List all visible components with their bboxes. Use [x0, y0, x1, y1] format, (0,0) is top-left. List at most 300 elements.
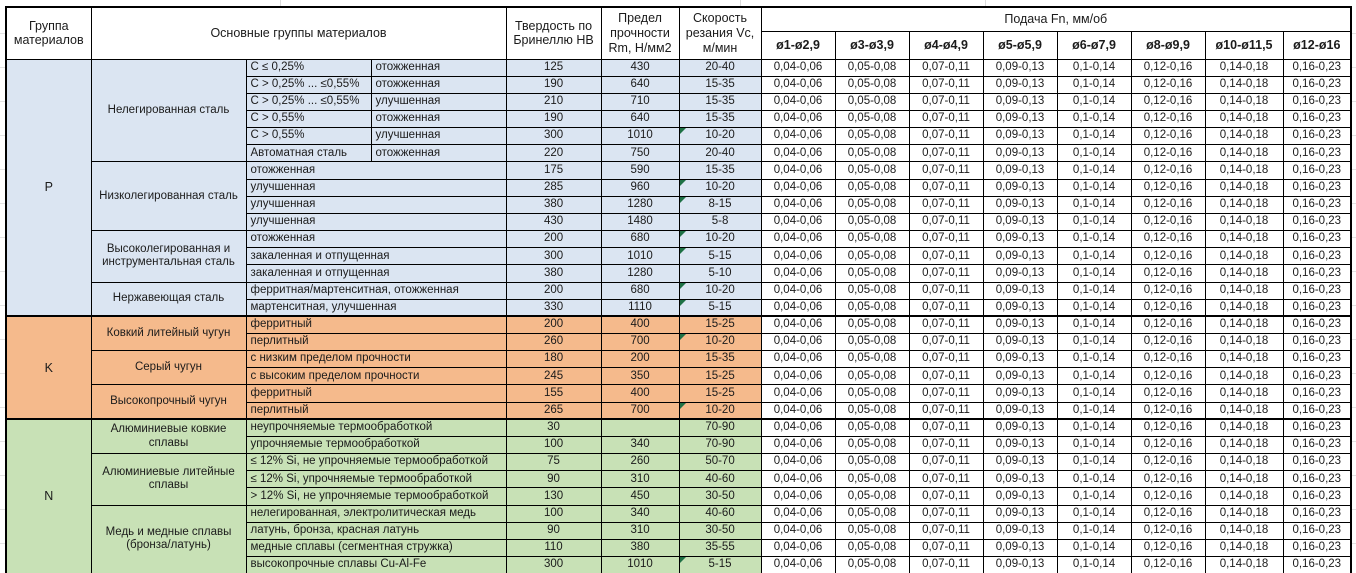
feed-value-cell[interactable]: 0,1-0,14: [1057, 334, 1131, 351]
feed-value-cell[interactable]: 0,1-0,14: [1057, 522, 1131, 539]
feed-value-cell[interactable]: 0,12-0,16: [1131, 179, 1205, 196]
feed-value-cell[interactable]: 0,14-0,18: [1205, 76, 1283, 93]
material-spec-cell[interactable]: высокопрочные сплавы Cu-Al-Fe: [246, 557, 506, 573]
feed-value-cell[interactable]: 0,16-0,23: [1283, 128, 1351, 145]
feed-value-cell[interactable]: 0,14-0,18: [1205, 213, 1283, 230]
feed-value-cell[interactable]: 0,14-0,18: [1205, 402, 1283, 419]
feed-value-cell[interactable]: 0,09-0,13: [983, 316, 1057, 333]
feed-value-cell[interactable]: 0,07-0,11: [909, 145, 983, 162]
feed-value-cell[interactable]: 0,04-0,06: [761, 402, 835, 419]
feed-value-cell[interactable]: 0,05-0,08: [835, 505, 909, 522]
feed-value-cell[interactable]: 0,1-0,14: [1057, 316, 1131, 333]
feed-value-cell[interactable]: 0,07-0,11: [909, 505, 983, 522]
feed-value-cell[interactable]: 0,05-0,08: [835, 488, 909, 505]
feed-value-cell[interactable]: 0,07-0,11: [909, 368, 983, 385]
feed-value-cell[interactable]: 0,05-0,08: [835, 265, 909, 282]
cutting-speed-vc-cell[interactable]: 5-15: [679, 299, 761, 316]
material-spec-cell[interactable]: медные сплавы (сегментная стружка): [246, 539, 506, 556]
feed-value-cell[interactable]: 0,09-0,13: [983, 128, 1057, 145]
feed-value-cell[interactable]: 0,09-0,13: [983, 76, 1057, 93]
hardness-hb-cell[interactable]: 30: [506, 419, 601, 436]
cutting-speed-vc-cell[interactable]: 40-60: [679, 505, 761, 522]
material-spec-cell[interactable]: нелегированная, электролитическая медь: [246, 505, 506, 522]
feed-value-cell[interactable]: 0,16-0,23: [1283, 196, 1351, 213]
hardness-hb-cell[interactable]: 220: [506, 145, 601, 162]
material-spec-cell[interactable]: ферритный: [246, 385, 506, 402]
material-spec-cell[interactable]: перлитный: [246, 402, 506, 419]
feed-value-cell[interactable]: 0,07-0,11: [909, 196, 983, 213]
feed-value-cell[interactable]: 0,12-0,16: [1131, 128, 1205, 145]
hardness-hb-cell[interactable]: 200: [506, 231, 601, 248]
feed-value-cell[interactable]: 0,1-0,14: [1057, 145, 1131, 162]
cutting-speed-vc-cell[interactable]: 20-40: [679, 59, 761, 76]
feed-value-cell[interactable]: 0,04-0,06: [761, 76, 835, 93]
strength-rm-cell[interactable]: 340: [601, 436, 679, 453]
feed-value-cell[interactable]: 0,16-0,23: [1283, 299, 1351, 316]
material-spec-cell[interactable]: ≤ 12% Si, упрочняемые термообработкой: [246, 471, 506, 488]
feed-value-cell[interactable]: 0,14-0,18: [1205, 231, 1283, 248]
strength-rm-cell[interactable]: 450: [601, 488, 679, 505]
feed-value-cell[interactable]: 0,12-0,16: [1131, 265, 1205, 282]
feed-value-cell[interactable]: 0,05-0,08: [835, 145, 909, 162]
group-code-cell[interactable]: P: [6, 59, 91, 316]
strength-rm-cell[interactable]: 750: [601, 145, 679, 162]
cutting-speed-vc-cell[interactable]: 50-70: [679, 454, 761, 471]
material-spec-cell[interactable]: упрочняемые термообработкой: [246, 436, 506, 453]
feed-value-cell[interactable]: 0,05-0,08: [835, 162, 909, 179]
feed-value-cell[interactable]: 0,1-0,14: [1057, 128, 1131, 145]
feed-value-cell[interactable]: 0,07-0,11: [909, 402, 983, 419]
feed-value-cell[interactable]: 0,1-0,14: [1057, 385, 1131, 402]
feed-value-cell[interactable]: 0,14-0,18: [1205, 179, 1283, 196]
hardness-hb-cell[interactable]: 180: [506, 351, 601, 368]
feed-value-cell[interactable]: 0,14-0,18: [1205, 368, 1283, 385]
cutting-speed-vc-cell[interactable]: 5-10: [679, 265, 761, 282]
feed-value-cell[interactable]: 0,14-0,18: [1205, 488, 1283, 505]
cutting-speed-vc-cell[interactable]: 20-40: [679, 145, 761, 162]
feed-value-cell[interactable]: 0,05-0,08: [835, 539, 909, 556]
material-spec-cell[interactable]: неупрочняемые термообработкой: [246, 419, 506, 436]
cutting-speed-vc-cell[interactable]: 10-20: [679, 128, 761, 145]
feed-value-cell[interactable]: 0,14-0,18: [1205, 248, 1283, 265]
feed-value-cell[interactable]: 0,05-0,08: [835, 299, 909, 316]
feed-value-cell[interactable]: 0,12-0,16: [1131, 110, 1205, 127]
feed-value-cell[interactable]: 0,14-0,18: [1205, 471, 1283, 488]
feed-value-cell[interactable]: 0,14-0,18: [1205, 128, 1283, 145]
feed-value-cell[interactable]: 0,04-0,06: [761, 368, 835, 385]
strength-rm-cell[interactable]: 1480: [601, 213, 679, 230]
feed-value-cell[interactable]: 0,1-0,14: [1057, 76, 1131, 93]
hardness-hb-cell[interactable]: 175: [506, 162, 601, 179]
feed-value-cell[interactable]: 0,04-0,06: [761, 231, 835, 248]
strength-rm-cell[interactable]: 710: [601, 93, 679, 110]
feed-value-cell[interactable]: 0,1-0,14: [1057, 419, 1131, 436]
feed-value-cell[interactable]: 0,16-0,23: [1283, 368, 1351, 385]
feed-value-cell[interactable]: 0,09-0,13: [983, 299, 1057, 316]
feed-value-cell[interactable]: 0,04-0,06: [761, 93, 835, 110]
material-state-cell[interactable]: отожженная: [371, 110, 506, 127]
feed-value-cell[interactable]: 0,14-0,18: [1205, 299, 1283, 316]
material-spec-cell[interactable]: улучшенная: [246, 196, 506, 213]
feed-value-cell[interactable]: 0,1-0,14: [1057, 351, 1131, 368]
feed-value-cell[interactable]: 0,07-0,11: [909, 128, 983, 145]
feed-value-cell[interactable]: 0,07-0,11: [909, 231, 983, 248]
material-spec-cell[interactable]: перлитный: [246, 334, 506, 351]
feed-value-cell[interactable]: 0,09-0,13: [983, 179, 1057, 196]
feed-value-cell[interactable]: 0,04-0,06: [761, 334, 835, 351]
cutting-speed-vc-cell[interactable]: 10-20: [679, 334, 761, 351]
feed-value-cell[interactable]: 0,16-0,23: [1283, 93, 1351, 110]
feed-value-cell[interactable]: 0,12-0,16: [1131, 539, 1205, 556]
cutting-speed-vc-cell[interactable]: 15-35: [679, 110, 761, 127]
feed-value-cell[interactable]: 0,07-0,11: [909, 179, 983, 196]
hardness-hb-cell[interactable]: 300: [506, 128, 601, 145]
strength-rm-cell[interactable]: [601, 419, 679, 436]
feed-value-cell[interactable]: 0,04-0,06: [761, 419, 835, 436]
cutting-speed-vc-cell[interactable]: 5-8: [679, 213, 761, 230]
material-spec-cell[interactable]: C > 0,55%: [246, 110, 371, 127]
feed-value-cell[interactable]: 0,14-0,18: [1205, 557, 1283, 573]
feed-value-cell[interactable]: 0,1-0,14: [1057, 248, 1131, 265]
hardness-hb-cell[interactable]: 90: [506, 522, 601, 539]
feed-value-cell[interactable]: 0,09-0,13: [983, 505, 1057, 522]
feed-value-cell[interactable]: 0,16-0,23: [1283, 505, 1351, 522]
feed-value-cell[interactable]: 0,07-0,11: [909, 488, 983, 505]
feed-value-cell[interactable]: 0,09-0,13: [983, 334, 1057, 351]
feed-value-cell[interactable]: 0,14-0,18: [1205, 145, 1283, 162]
feed-value-cell[interactable]: 0,07-0,11: [909, 419, 983, 436]
material-spec-cell[interactable]: улучшенная: [246, 179, 506, 196]
cutting-speed-vc-cell[interactable]: 30-50: [679, 522, 761, 539]
feed-value-cell[interactable]: 0,16-0,23: [1283, 385, 1351, 402]
feed-value-cell[interactable]: 0,07-0,11: [909, 76, 983, 93]
feed-value-cell[interactable]: 0,09-0,13: [983, 488, 1057, 505]
feed-value-cell[interactable]: 0,07-0,11: [909, 265, 983, 282]
feed-value-cell[interactable]: 0,16-0,23: [1283, 436, 1351, 453]
feed-value-cell[interactable]: 0,05-0,08: [835, 213, 909, 230]
material-state-cell[interactable]: отожженная: [371, 59, 506, 76]
group-code-cell[interactable]: K: [6, 316, 91, 419]
feed-value-cell[interactable]: 0,1-0,14: [1057, 282, 1131, 299]
feed-value-cell[interactable]: 0,1-0,14: [1057, 196, 1131, 213]
feed-value-cell[interactable]: 0,16-0,23: [1283, 179, 1351, 196]
feed-value-cell[interactable]: 0,1-0,14: [1057, 93, 1131, 110]
feed-value-cell[interactable]: 0,14-0,18: [1205, 282, 1283, 299]
feed-value-cell[interactable]: 0,14-0,18: [1205, 59, 1283, 76]
feed-value-cell[interactable]: 0,05-0,08: [835, 179, 909, 196]
feed-value-cell[interactable]: 0,09-0,13: [983, 557, 1057, 573]
feed-value-cell[interactable]: 0,04-0,06: [761, 471, 835, 488]
feed-value-cell[interactable]: 0,09-0,13: [983, 471, 1057, 488]
group-code-cell[interactable]: N: [6, 419, 91, 573]
feed-value-cell[interactable]: 0,12-0,16: [1131, 522, 1205, 539]
feed-value-cell[interactable]: 0,12-0,16: [1131, 488, 1205, 505]
strength-rm-cell[interactable]: 590: [601, 162, 679, 179]
cutting-speed-vc-cell[interactable]: 8-15: [679, 196, 761, 213]
strength-rm-cell[interactable]: 400: [601, 385, 679, 402]
feed-value-cell[interactable]: 0,16-0,23: [1283, 471, 1351, 488]
feed-value-cell[interactable]: 0,1-0,14: [1057, 299, 1131, 316]
feed-value-cell[interactable]: 0,05-0,08: [835, 522, 909, 539]
feed-value-cell[interactable]: 0,09-0,13: [983, 59, 1057, 76]
material-family-cell[interactable]: Серый чугун: [91, 351, 246, 385]
header-diameter-col[interactable]: ø12-ø16: [1283, 31, 1351, 59]
hardness-hb-cell[interactable]: 210: [506, 93, 601, 110]
feed-value-cell[interactable]: 0,09-0,13: [983, 110, 1057, 127]
feed-value-cell[interactable]: 0,07-0,11: [909, 282, 983, 299]
feed-value-cell[interactable]: 0,07-0,11: [909, 213, 983, 230]
feed-value-cell[interactable]: 0,05-0,08: [835, 385, 909, 402]
feed-value-cell[interactable]: 0,04-0,06: [761, 522, 835, 539]
header-feed-fn[interactable]: Подача Fn, мм/об: [761, 7, 1351, 31]
feed-value-cell[interactable]: 0,12-0,16: [1131, 145, 1205, 162]
feed-value-cell[interactable]: 0,14-0,18: [1205, 196, 1283, 213]
material-spec-cell[interactable]: с низким пределом прочности: [246, 351, 506, 368]
material-spec-cell[interactable]: мартенситная, улучшенная: [246, 299, 506, 316]
cutting-speed-vc-cell[interactable]: 70-90: [679, 419, 761, 436]
feed-value-cell[interactable]: 0,05-0,08: [835, 248, 909, 265]
material-state-cell[interactable]: отожженная: [371, 145, 506, 162]
strength-rm-cell[interactable]: 340: [601, 505, 679, 522]
header-hardness-hb[interactable]: Твердость по Бринеллю HB: [506, 7, 601, 59]
feed-value-cell[interactable]: 0,12-0,16: [1131, 454, 1205, 471]
feed-value-cell[interactable]: 0,07-0,11: [909, 454, 983, 471]
hardness-hb-cell[interactable]: 125: [506, 59, 601, 76]
cutting-speed-vc-cell[interactable]: 10-20: [679, 231, 761, 248]
feed-value-cell[interactable]: 0,14-0,18: [1205, 316, 1283, 333]
feed-value-cell[interactable]: 0,05-0,08: [835, 196, 909, 213]
feed-value-cell[interactable]: 0,16-0,23: [1283, 248, 1351, 265]
header-diameter-col[interactable]: ø4-ø4,9: [909, 31, 983, 59]
feed-value-cell[interactable]: 0,09-0,13: [983, 248, 1057, 265]
strength-rm-cell[interactable]: 310: [601, 471, 679, 488]
feed-value-cell[interactable]: 0,14-0,18: [1205, 351, 1283, 368]
feed-value-cell[interactable]: 0,04-0,06: [761, 162, 835, 179]
hardness-hb-cell[interactable]: 190: [506, 76, 601, 93]
feed-value-cell[interactable]: 0,12-0,16: [1131, 316, 1205, 333]
hardness-hb-cell[interactable]: 245: [506, 368, 601, 385]
feed-value-cell[interactable]: 0,14-0,18: [1205, 419, 1283, 436]
feed-value-cell[interactable]: 0,07-0,11: [909, 471, 983, 488]
strength-rm-cell[interactable]: 260: [601, 454, 679, 471]
material-spec-cell[interactable]: латунь, бронза, красная латунь: [246, 522, 506, 539]
feed-value-cell[interactable]: 0,07-0,11: [909, 557, 983, 573]
material-spec-cell[interactable]: ≤ 12% Si, не упрочняемые термообработкой: [246, 454, 506, 471]
feed-value-cell[interactable]: 0,05-0,08: [835, 316, 909, 333]
hardness-hb-cell[interactable]: 200: [506, 316, 601, 333]
feed-value-cell[interactable]: 0,05-0,08: [835, 402, 909, 419]
material-state-cell[interactable]: улучшенная: [371, 128, 506, 145]
feed-value-cell[interactable]: 0,07-0,11: [909, 162, 983, 179]
material-spec-cell[interactable]: C > 0,25% ... ≤0,55%: [246, 76, 371, 93]
feed-value-cell[interactable]: 0,16-0,23: [1283, 419, 1351, 436]
feed-value-cell[interactable]: 0,14-0,18: [1205, 454, 1283, 471]
material-spec-cell[interactable]: C > 0,25% ... ≤0,55%: [246, 93, 371, 110]
feed-value-cell[interactable]: 0,05-0,08: [835, 59, 909, 76]
feed-value-cell[interactable]: 0,07-0,11: [909, 385, 983, 402]
strength-rm-cell[interactable]: 1010: [601, 128, 679, 145]
feed-value-cell[interactable]: 0,04-0,06: [761, 351, 835, 368]
strength-rm-cell[interactable]: 1010: [601, 248, 679, 265]
material-state-cell[interactable]: улучшенная: [371, 93, 506, 110]
cutting-speed-vc-cell[interactable]: 15-25: [679, 385, 761, 402]
feed-value-cell[interactable]: 0,07-0,11: [909, 93, 983, 110]
strength-rm-cell[interactable]: 1280: [601, 196, 679, 213]
feed-value-cell[interactable]: 0,09-0,13: [983, 385, 1057, 402]
strength-rm-cell[interactable]: 700: [601, 402, 679, 419]
cutting-speed-vc-cell[interactable]: 15-25: [679, 316, 761, 333]
feed-value-cell[interactable]: 0,04-0,06: [761, 110, 835, 127]
feed-value-cell[interactable]: 0,12-0,16: [1131, 505, 1205, 522]
strength-rm-cell[interactable]: 430: [601, 59, 679, 76]
feed-value-cell[interactable]: 0,14-0,18: [1205, 436, 1283, 453]
feed-value-cell[interactable]: 0,05-0,08: [835, 351, 909, 368]
feed-value-cell[interactable]: 0,05-0,08: [835, 368, 909, 385]
material-family-cell[interactable]: Алюминиевые ковкие сплавы: [91, 419, 246, 453]
hardness-hb-cell[interactable]: 90: [506, 471, 601, 488]
feed-value-cell[interactable]: 0,16-0,23: [1283, 265, 1351, 282]
feed-value-cell[interactable]: 0,14-0,18: [1205, 505, 1283, 522]
strength-rm-cell[interactable]: 640: [601, 110, 679, 127]
feed-value-cell[interactable]: 0,04-0,06: [761, 128, 835, 145]
feed-value-cell[interactable]: 0,14-0,18: [1205, 522, 1283, 539]
feed-value-cell[interactable]: 0,12-0,16: [1131, 213, 1205, 230]
material-spec-cell[interactable]: закаленная и отпущенная: [246, 248, 506, 265]
hardness-hb-cell[interactable]: 110: [506, 539, 601, 556]
hardness-hb-cell[interactable]: 285: [506, 179, 601, 196]
feed-value-cell[interactable]: 0,14-0,18: [1205, 110, 1283, 127]
cutting-speed-vc-cell[interactable]: 35-55: [679, 539, 761, 556]
hardness-hb-cell[interactable]: 430: [506, 213, 601, 230]
material-family-cell[interactable]: Медь и медные сплавы (бронза/латунь): [91, 505, 246, 573]
material-spec-cell[interactable]: C > 0,55%: [246, 128, 371, 145]
feed-value-cell[interactable]: 0,09-0,13: [983, 213, 1057, 230]
header-diameter-col[interactable]: ø3-ø3,9: [835, 31, 909, 59]
feed-value-cell[interactable]: 0,1-0,14: [1057, 436, 1131, 453]
hardness-hb-cell[interactable]: 380: [506, 196, 601, 213]
feed-value-cell[interactable]: 0,09-0,13: [983, 402, 1057, 419]
cutting-speed-vc-cell[interactable]: 10-20: [679, 282, 761, 299]
material-family-cell[interactable]: Нержавеющая сталь: [91, 282, 246, 316]
feed-value-cell[interactable]: 0,12-0,16: [1131, 402, 1205, 419]
feed-value-cell[interactable]: 0,16-0,23: [1283, 402, 1351, 419]
header-diameter-col[interactable]: ø10-ø11,5: [1205, 31, 1283, 59]
hardness-hb-cell[interactable]: 100: [506, 436, 601, 453]
feed-value-cell[interactable]: 0,04-0,06: [761, 145, 835, 162]
feed-value-cell[interactable]: 0,1-0,14: [1057, 265, 1131, 282]
hardness-hb-cell[interactable]: 100: [506, 505, 601, 522]
hardness-hb-cell[interactable]: 75: [506, 454, 601, 471]
feed-value-cell[interactable]: 0,07-0,11: [909, 539, 983, 556]
strength-rm-cell[interactable]: 700: [601, 334, 679, 351]
feed-value-cell[interactable]: 0,05-0,08: [835, 471, 909, 488]
feed-value-cell[interactable]: 0,16-0,23: [1283, 539, 1351, 556]
feed-value-cell[interactable]: 0,07-0,11: [909, 110, 983, 127]
feed-value-cell[interactable]: 0,04-0,06: [761, 539, 835, 556]
feed-value-cell[interactable]: 0,1-0,14: [1057, 471, 1131, 488]
strength-rm-cell[interactable]: 1280: [601, 265, 679, 282]
feed-value-cell[interactable]: 0,09-0,13: [983, 93, 1057, 110]
cutting-speed-vc-cell[interactable]: 30-50: [679, 488, 761, 505]
feed-value-cell[interactable]: 0,09-0,13: [983, 522, 1057, 539]
cutting-speed-vc-cell[interactable]: 15-35: [679, 162, 761, 179]
feed-value-cell[interactable]: 0,05-0,08: [835, 282, 909, 299]
feed-value-cell[interactable]: 0,07-0,11: [909, 436, 983, 453]
strength-rm-cell[interactable]: 640: [601, 76, 679, 93]
material-spec-cell[interactable]: улучшенная: [246, 213, 506, 230]
strength-rm-cell[interactable]: 400: [601, 316, 679, 333]
feed-value-cell[interactable]: 0,05-0,08: [835, 419, 909, 436]
feed-value-cell[interactable]: 0,16-0,23: [1283, 522, 1351, 539]
material-spec-cell[interactable]: ферритная/мартенситная, отожженная: [246, 282, 506, 299]
feed-value-cell[interactable]: 0,16-0,23: [1283, 162, 1351, 179]
feed-value-cell[interactable]: 0,09-0,13: [983, 419, 1057, 436]
hardness-hb-cell[interactable]: 300: [506, 248, 601, 265]
feed-value-cell[interactable]: 0,04-0,06: [761, 213, 835, 230]
feed-value-cell[interactable]: 0,12-0,16: [1131, 76, 1205, 93]
feed-value-cell[interactable]: 0,12-0,16: [1131, 282, 1205, 299]
feed-value-cell[interactable]: 0,07-0,11: [909, 59, 983, 76]
feed-value-cell[interactable]: 0,12-0,16: [1131, 368, 1205, 385]
header-cutting-speed-vc[interactable]: Скорость резания Vc, м/мин: [679, 7, 761, 59]
feed-value-cell[interactable]: 0,1-0,14: [1057, 179, 1131, 196]
feed-value-cell[interactable]: 0,1-0,14: [1057, 454, 1131, 471]
hardness-hb-cell[interactable]: 130: [506, 488, 601, 505]
feed-value-cell[interactable]: 0,16-0,23: [1283, 59, 1351, 76]
cutting-speed-vc-cell[interactable]: 5-15: [679, 557, 761, 573]
material-spec-cell[interactable]: закаленная и отпущенная: [246, 265, 506, 282]
feed-value-cell[interactable]: 0,05-0,08: [835, 436, 909, 453]
feed-value-cell[interactable]: 0,16-0,23: [1283, 76, 1351, 93]
material-spec-cell[interactable]: C ≤ 0,25%: [246, 59, 371, 76]
strength-rm-cell[interactable]: 380: [601, 539, 679, 556]
feed-value-cell[interactable]: 0,05-0,08: [835, 128, 909, 145]
feed-value-cell[interactable]: 0,1-0,14: [1057, 368, 1131, 385]
feed-value-cell[interactable]: 0,16-0,23: [1283, 454, 1351, 471]
feed-value-cell[interactable]: 0,04-0,06: [761, 196, 835, 213]
cutting-speed-vc-cell[interactable]: 15-35: [679, 76, 761, 93]
material-state-cell[interactable]: отожженная: [371, 76, 506, 93]
feed-value-cell[interactable]: 0,16-0,23: [1283, 334, 1351, 351]
feed-value-cell[interactable]: 0,12-0,16: [1131, 231, 1205, 248]
feed-value-cell[interactable]: 0,09-0,13: [983, 282, 1057, 299]
feed-value-cell[interactable]: 0,14-0,18: [1205, 539, 1283, 556]
strength-rm-cell[interactable]: 1010: [601, 557, 679, 573]
feed-value-cell[interactable]: 0,16-0,23: [1283, 213, 1351, 230]
feed-value-cell[interactable]: 0,12-0,16: [1131, 419, 1205, 436]
header-strength-rm[interactable]: Предел прочности Rm, Н/мм2: [601, 7, 679, 59]
feed-value-cell[interactable]: 0,05-0,08: [835, 454, 909, 471]
strength-rm-cell[interactable]: 350: [601, 368, 679, 385]
cutting-speed-vc-cell[interactable]: 15-35: [679, 351, 761, 368]
feed-value-cell[interactable]: 0,16-0,23: [1283, 110, 1351, 127]
feed-value-cell[interactable]: 0,16-0,23: [1283, 282, 1351, 299]
feed-value-cell[interactable]: 0,1-0,14: [1057, 402, 1131, 419]
feed-value-cell[interactable]: 0,04-0,06: [761, 436, 835, 453]
material-spec-cell[interactable]: Автоматная сталь: [246, 145, 371, 162]
material-family-cell[interactable]: Высокопрочный чугун: [91, 385, 246, 419]
feed-value-cell[interactable]: 0,1-0,14: [1057, 539, 1131, 556]
feed-value-cell[interactable]: 0,12-0,16: [1131, 557, 1205, 573]
feed-value-cell[interactable]: 0,12-0,16: [1131, 162, 1205, 179]
feed-value-cell[interactable]: 0,09-0,13: [983, 351, 1057, 368]
cutting-speed-vc-cell[interactable]: 70-90: [679, 436, 761, 453]
header-diameter-col[interactable]: ø8-ø9,9: [1131, 31, 1205, 59]
feed-value-cell[interactable]: 0,1-0,14: [1057, 213, 1131, 230]
cutting-speed-vc-cell[interactable]: 10-20: [679, 402, 761, 419]
hardness-hb-cell[interactable]: 260: [506, 334, 601, 351]
hardness-hb-cell[interactable]: 330: [506, 299, 601, 316]
